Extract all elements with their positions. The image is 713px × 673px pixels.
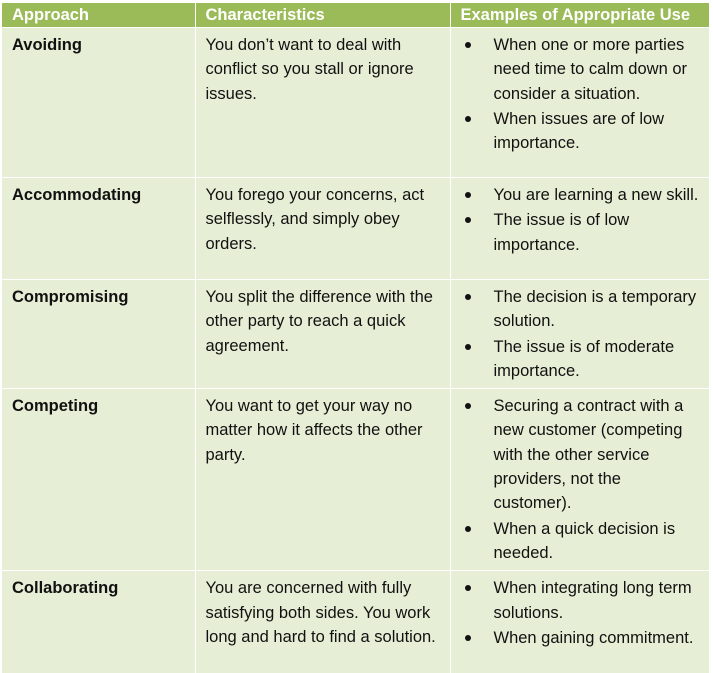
characteristics-cell: You want to get your way no matter how it affects the other party. (195, 389, 450, 571)
header-characteristics: Characteristics (195, 3, 450, 28)
table-row-avoiding (2, 28, 709, 178)
list-item: The decision is a temporary solution. (451, 285, 701, 334)
list-item: Securing a contract with a new customer (competing with the other service providers, not the customer). (451, 394, 701, 515)
uses-list (451, 576, 701, 650)
list-item: The issue is of low importance. (451, 208, 701, 257)
table-row-compromising (2, 280, 709, 389)
uses-cell (450, 280, 709, 389)
header-uses: Examples of Appropriate Use (450, 3, 709, 28)
list-item: When gaining commitment. (451, 626, 701, 650)
uses-list (451, 33, 701, 155)
uses-list (451, 394, 701, 565)
uses-cell (450, 571, 709, 673)
approach-cell: Accommodating (2, 178, 195, 280)
table-row-collaborating (2, 571, 709, 673)
conflict-approaches-table (2, 3, 710, 673)
uses-cell (450, 389, 709, 571)
header-row (2, 3, 709, 28)
list-item: The issue is of moderate importance. (451, 335, 701, 384)
characteristics-cell: You forego your concerns, act selflessly, and simply obey orders. (195, 178, 450, 280)
uses-list (451, 183, 701, 257)
uses-cell (450, 178, 709, 280)
list-item: When a quick decision is needed. (451, 517, 701, 566)
uses-cell (450, 28, 709, 178)
header-approach: Approach (2, 3, 195, 28)
uses-list (451, 285, 701, 383)
list-item: When issues are of low importance. (451, 107, 701, 156)
approach-cell: Compromising (2, 280, 195, 389)
approach-cell: Collaborating (2, 571, 195, 673)
list-item: When one or more parties need time to calm down or consider a situation. (451, 33, 701, 106)
table-row-competing (2, 389, 709, 571)
characteristics-cell: You are concerned with fully satisfying both sides. You work long and hard to find a solution. (195, 571, 450, 673)
approach-cell: Avoiding (2, 28, 195, 178)
list-item: When integrating long term solutions. (451, 576, 701, 625)
approach-cell: Competing (2, 389, 195, 571)
list-item: You are learning a new skill. (451, 183, 701, 207)
table-row-accommodating (2, 178, 709, 280)
characteristics-cell: You split the difference with the other party to reach a quick agreement. (195, 280, 450, 389)
characteristics-cell: You don’t want to deal with conflict so you stall or ignore issues. (195, 28, 450, 178)
